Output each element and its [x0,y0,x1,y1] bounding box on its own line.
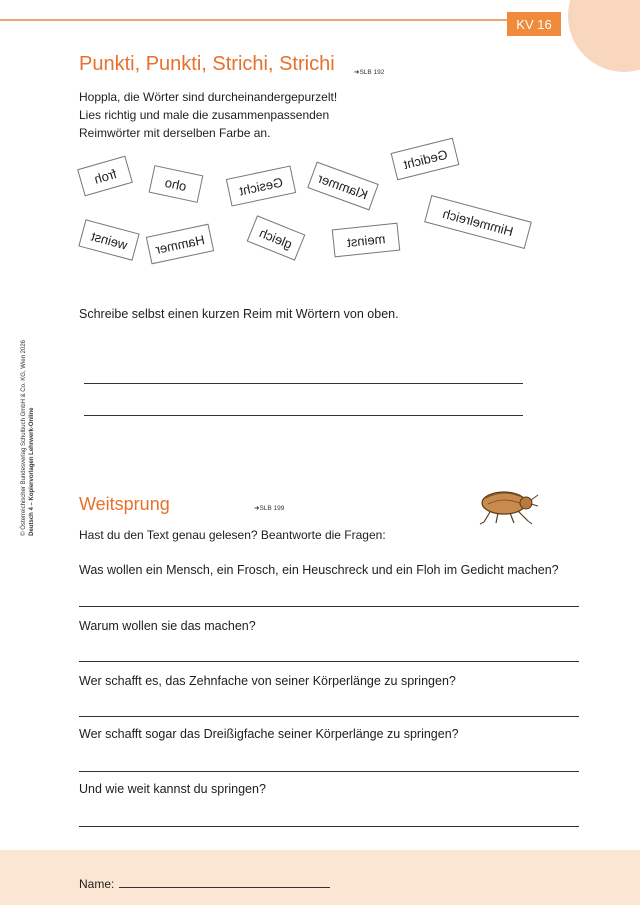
section2-title: Weitsprung [79,494,170,514]
answer-line[interactable] [79,661,579,662]
answer-line[interactable] [84,383,523,384]
word-card-himmelreich[interactable]: Himmelreich [424,195,532,249]
intro-line: Reimwörter mit derselben Farbe an. [79,126,271,140]
section2-ref: ➜SLB 199 [254,505,285,512]
name-field[interactable] [119,887,330,888]
corner-decoration [568,0,640,72]
section1-task: Schreibe selbst einen kurzen Reim mit Wörtern von oben. [79,307,399,321]
name-label: Name: [79,877,115,891]
question-5: Und wie weit kannst du springen? [79,782,266,796]
worksheet-badge: KV 16 [507,12,561,36]
series-line: Deutsch 4 – Kopiervorlagen Lehrwerk-Online [29,407,35,536]
section1-intro [79,88,337,142]
question-3: Wer schafft es, das Zehnfache von seiner Körperlänge zu springen? [79,674,456,688]
answer-line[interactable] [79,606,579,607]
answer-line[interactable] [84,415,523,416]
intro-line: Lies richtig und male die zusammenpassenden [79,108,330,122]
header-rule [0,19,560,21]
question-4: Wer schafft sogar das Dreißigfache seiner Körperlänge zu springen? [79,727,459,741]
section1-ref: ➜SLB 192 [354,69,385,76]
section1-title: Punkti, Punkti, Strichi, Strichi [79,53,335,75]
copyright-line: © Österreichischer Bundesverlag Schulbuch GmbH & Co. KG, Wien 2026 [21,340,27,536]
answer-line[interactable] [79,716,579,717]
flea-illustration [474,486,540,526]
word-card-gedicht[interactable]: Gedicht [391,138,460,181]
answer-line[interactable] [79,771,579,772]
answer-line[interactable] [79,826,579,827]
question-2: Warum wollen sie das machen? [79,619,256,633]
word-card-froh[interactable]: froh [77,156,133,197]
word-card-hammer[interactable]: Hammer [146,224,214,265]
copyright-credit [20,340,36,536]
section2-subtitle: Hast du den Text genau gelesen? Beantworte die Fragen: [79,528,386,542]
word-card-meinst[interactable]: meinst [332,223,401,258]
word-card-gleich[interactable]: gleich [247,215,306,260]
question-1: Was wollen ein Mensch, ein Frosch, ein Heuschreck und ein Floh im Gedicht machen? [79,563,559,577]
word-card-oho[interactable]: oho [149,165,204,203]
intro-line: Hoppla, die Wörter sind durcheinandergepurzelt! [79,90,338,104]
word-card-klammer[interactable]: Klammer [307,162,379,211]
word-card-gesicht[interactable]: Gesicht [226,165,296,206]
word-card-weinst[interactable]: weinst [78,219,139,261]
